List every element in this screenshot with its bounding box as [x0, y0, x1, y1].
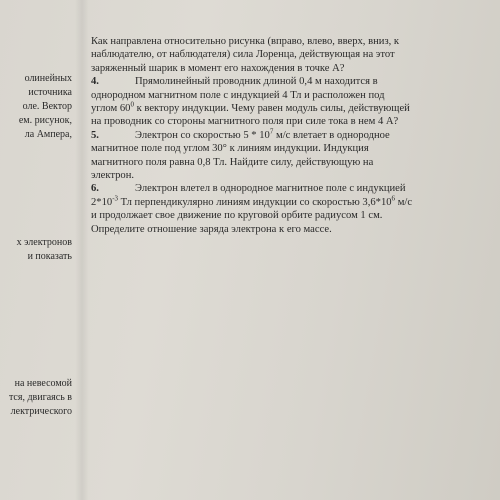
task-4-heading [91, 75, 459, 88]
left-fragment: ла Ампера, [24, 129, 72, 140]
task-text: однородном магнитном поле с индукцией 4 Тл и расположен под [91, 89, 385, 101]
intro-line: заряженный шарик в момент его нахождения в точке А? [91, 62, 345, 74]
task-text: Электрон со скоростью $5 * 10^7$ м/с влетает в однородное [135, 127, 390, 141]
task-text: и продолжает свое движение по круговой орбите радиусом 1 см. [91, 210, 383, 222]
task-text: магнитного поля равна 0,8 Тл. Найдите силу, действующую на [91, 156, 374, 168]
main-text-column [91, 35, 459, 236]
task-number: 6. [91, 183, 99, 195]
task-text: электрон. [91, 170, 135, 182]
task-number: 4. [91, 76, 99, 88]
task-text: магнитное поле под углом 30° к линиям индукции. Индукция [91, 143, 369, 155]
task-text: на проводник со стороны магнитного поля при силе тока в нем 4 А? [91, 116, 399, 128]
left-fragment: на невесомой [14, 378, 72, 389]
task-number: 5. [91, 129, 99, 141]
task-6-heading [91, 182, 459, 195]
task-text: Определите отношение заряда электрона к его массе. [91, 223, 332, 235]
task-text: Электрон влетел в однородное магнитное поле с индукцией [135, 183, 406, 195]
left-fragment: источника [28, 87, 72, 98]
left-fragment: лектрического [10, 406, 72, 417]
left-fragment: олинейных [24, 73, 72, 84]
intro-line: наблюдателю, от наблюдателя) сила Лоренца, действующая на этот [91, 49, 395, 61]
left-fragment: и показать [27, 251, 72, 262]
left-fragment: ем. рисунок, [18, 115, 72, 126]
task-text: Прямолинейный проводник длиной 0,4 м находится в [135, 76, 378, 88]
page-gutter-shadow [75, 0, 89, 500]
left-fragment: оле. Вектор [22, 101, 72, 112]
task-text: углом $60^0$ к вектору индукции. Чему равен модуль силы, действующей [91, 100, 410, 115]
left-page-column [0, 0, 76, 500]
left-fragment: тся, двигаясь в [8, 392, 72, 403]
intro-line: Как направлена относительно рисунка (вправо, влево, вверх, вниз, к [91, 36, 400, 47]
task-5-heading [91, 129, 459, 142]
task-text: $2*10^{-3}$ Тл перпендикулярно линиям индукции со скоростью $3,6*10^6$ м/с [91, 194, 413, 208]
left-fragment: х электронов [16, 237, 72, 248]
